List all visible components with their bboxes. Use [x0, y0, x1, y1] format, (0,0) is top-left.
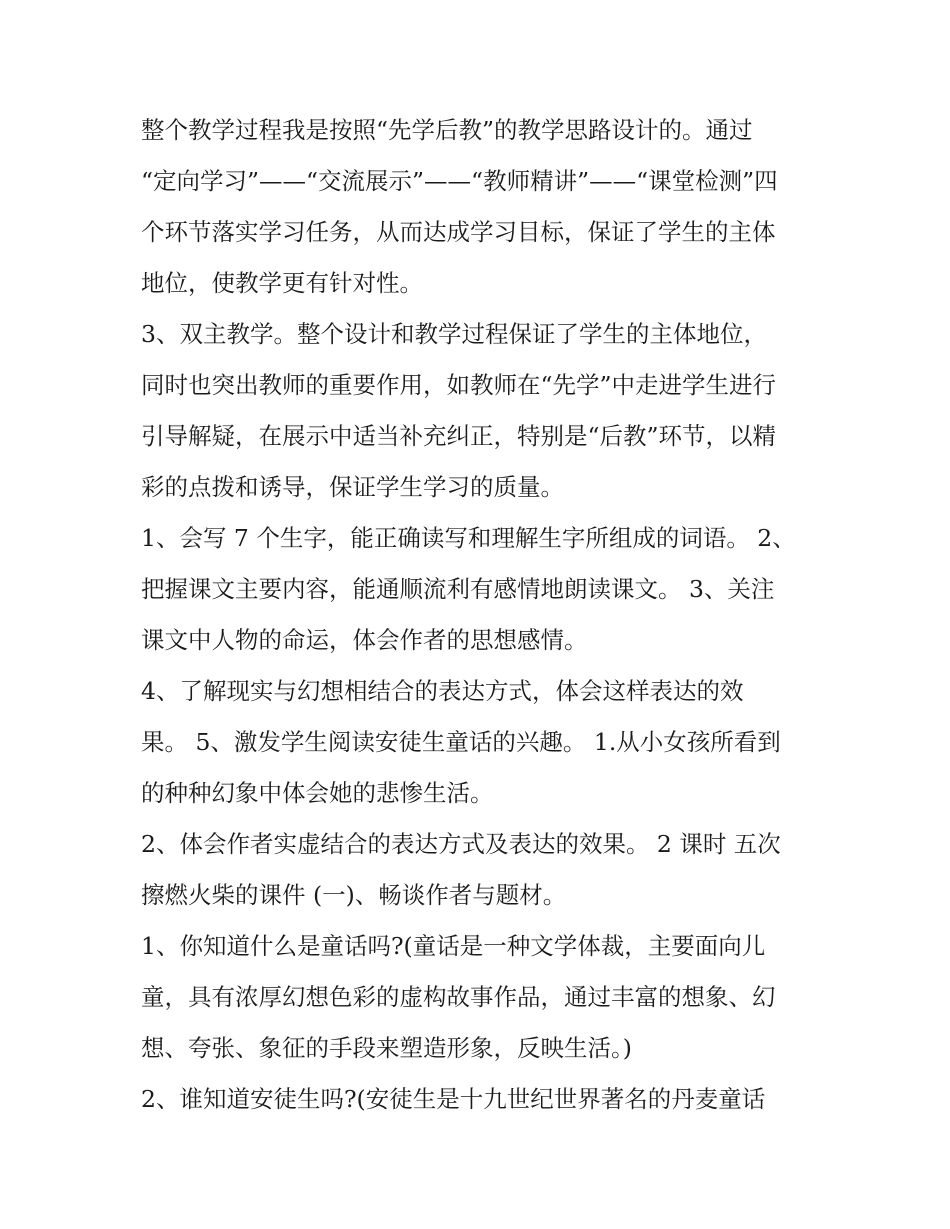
text-line: 果。 5、激发学生阅读安徒生童话的兴趣。 1.从小女孩所看到 — [141, 728, 781, 756]
text-line: 同时也突出教师的重要作用，如教师在“先学”中走进学生进行 — [141, 371, 777, 399]
text-line: 把握课文主要内容，能通顺流利有感情地朗读课文。 3、关注 — [141, 575, 775, 603]
text-line: 3、双主教学。整个设计和教学过程保证了学生的主体地位， — [141, 320, 767, 348]
text-line: 地位，使教学更有针对性。 — [141, 269, 423, 297]
text-line: 彩的点拨和诱导，保证学生学习的质量。 — [141, 473, 564, 501]
text-line: 4、了解现实与幻想相结合的表达方式，体会这样表达的效 — [141, 677, 744, 705]
text-line: 1、你知道什么是童话吗?(童话是一种文学体裁，主要面向儿 — [141, 932, 766, 960]
text-line: 童，具有浓厚幻想色彩的虚构故事作品，通过丰富的想象、幻 — [141, 983, 776, 1011]
text-line: 的种种幻象中体会她的悲惨生活。 — [141, 779, 494, 807]
text-line: 整个教学过程我是按照“先学后教”的教学思路设计的。通过 — [141, 116, 753, 144]
text-line: 2、体会作者实虚结合的表达方式及表达的效果。 2 课时 五次 — [141, 830, 781, 858]
text-line: 课文中人物的命运，体会作者的思想感情。 — [141, 626, 588, 654]
text-line: 想、夸张、象征的手段来塑造形象，反映生活。) — [141, 1034, 632, 1062]
text-line: 1、会写 7 个生字，能正确读写和理解生字所组成的词语。 2、 — [141, 524, 796, 552]
text-line: “定向学习”——“交流展示”——“教师精讲”——“课堂检测”四 — [141, 167, 778, 195]
text-line: 擦燃火柴的课件 (一)、畅谈作者与题材。 — [141, 881, 567, 909]
text-line: 2、谁知道安徒生吗?(安徒生是十九世纪世界著名的丹麦童话 — [141, 1085, 766, 1113]
text-line: 引导解疑，在展示中适当补充纠正，特别是“后教”环节，以精 — [141, 422, 777, 450]
text-line: 个环节落实学习任务，从而达成学习目标，保证了学生的主体 — [141, 218, 776, 246]
document-body — [141, 110, 821, 1130]
